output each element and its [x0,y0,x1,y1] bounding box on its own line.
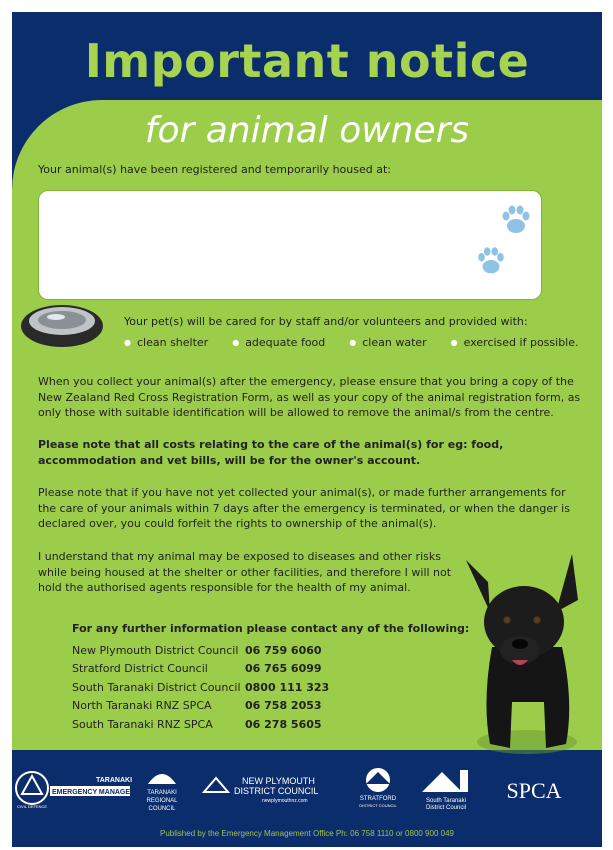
contact-phone: 06 758 2053 [245,699,322,713]
title-for-animal-owners: for animal owners [144,110,470,151]
paragraph-understand: I understand that my animal may be exposed to diseases and other risks while being housed at the shelter or other facilities, and therefore I will not hold the authorised agents responsible for the health of my animal. [38,550,452,594]
paragraph-costs: Please note that all costs relating to the care of the animal(s) for eg: food, accommodation and vet bills, will be for the owner's account. [38,438,504,467]
contact-org: North Taranaki RNZ SPCA [72,699,212,713]
svg-text:COUNCIL: COUNCIL [148,806,176,812]
svg-text:NEW PLYMOUTH: NEW PLYMOUTH [242,776,315,786]
svg-text:District Council: District Council [425,805,467,811]
contact-org: South Taranaki District Council [72,680,241,694]
contact-org: South Taranaki RNZ SPCA [72,717,213,731]
svg-text:STRATFORD: STRATFORD [359,796,397,802]
contact-row [72,660,469,679]
care-item: ● exercised if possible. [451,336,579,349]
svg-text:REGIONAL: REGIONAL [146,798,178,804]
taranaki-em-label-2: EMERGENCY MANAGEMENT [52,789,150,796]
svg-text:TARANAKI: TARANAKI [147,790,177,796]
stratford-district-council-logo [359,768,397,808]
svg-text:newplymouthnz.com: newplymouthnz.com [262,798,308,804]
contacts-section [72,622,469,734]
contact-phone: 0800 111 323 [245,680,330,694]
care-item: ● clean water [349,336,426,349]
south-taranaki-district-council-logo [422,770,468,811]
new-plymouth-district-council-logo [204,776,318,804]
title-important-notice [12,34,602,88]
title-line1: Important notice [84,34,530,88]
svg-text:South Taranaki: South Taranaki [426,798,466,804]
contact-row [72,697,469,716]
paw-print-icon [498,202,534,238]
civil-defence-label: CIVIL DEFENCE [16,804,48,809]
civil-defence-logo [16,772,151,809]
care-text: Your pet(s) will be cared for by staff and/or volunteers and provided with: [124,315,528,328]
pet-bowl-icon [20,296,104,348]
contact-phone: 06 278 5605 [245,717,322,731]
contact-org: New Plymouth District Council [72,643,239,657]
footer-published-by: Published by the Emergency Management Office Ph: 06 758 1110 or 0800 900 049 [160,829,454,838]
contact-org: Stratford District Council [72,662,208,676]
contact-row [72,641,469,660]
contacts-heading: For any further information please contact any of the following: [72,622,470,635]
care-items-list [124,336,594,349]
contact-row [72,715,469,734]
black-dog-image [452,552,602,772]
paragraph-collect: When you collect your animal(s) after the emergency, please ensure that you bring a copy of the New Zealand Red Cross Registration Form, as well as your copy of the animal registration form, as only those with suitable identification will be allowed to remove the animal/s from the centre. [38,375,581,419]
svg-text:DISTRICT COUNCIL: DISTRICT COUNCIL [234,786,319,796]
spca-logo [506,778,561,803]
taranaki-regional-council-logo [146,774,178,812]
svg-text:SPCA: SPCA [506,778,562,803]
shelter-address-box[interactable] [38,190,542,300]
care-item: ● clean shelter [124,336,208,349]
registered-text: Your animal(s) have been registered and temporarily housed at: [38,163,391,176]
care-item: ● adequate food [232,336,325,349]
contact-phone: 06 759 6060 [245,643,322,657]
council-logos-bar [12,762,602,814]
notice-poster [12,12,602,847]
svg-text:DISTRICT COUNCIL: DISTRICT COUNCIL [359,803,397,808]
taranaki-em-label-1: TARANAKI [96,777,133,784]
paw-print-icon [474,244,508,278]
contact-phone: 06 765 6099 [245,662,322,676]
contact-row [72,678,469,697]
paragraph-forfeit: Please note that if you have not yet collected your animal(s), or made further arrangements for the care of your animals within 7 days after the emergency is terminated, or when the danger is declared over, you could forfeit the rights to ownership of the animal(s). [38,486,570,530]
